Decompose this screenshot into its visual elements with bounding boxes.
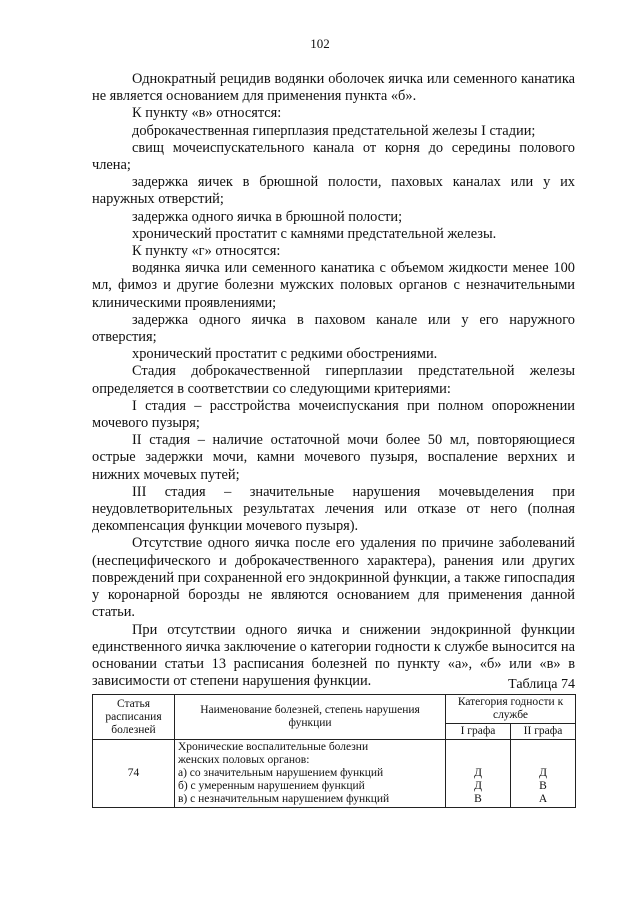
category-value: В: [474, 793, 482, 805]
paragraph: I стадия – расстройства мочеиспускания при полном опорожнении мочевого пузыря;: [92, 397, 575, 432]
header-article: Статья расписания болезней: [93, 695, 175, 740]
page-number: 102: [310, 36, 330, 51]
cell-graph-1: [446, 740, 511, 808]
paragraph: К пункту «г» относятся:: [132, 243, 281, 260]
paragraph: При отсутствии одного яичка и снижении эндокринной функции единственного яичка заключение о категории годности к службе выносится на основании статьи 13 расписания болезней по пункту «а», «б» или «в» в зависимости от степени нарушения функции.: [92, 621, 575, 690]
table-row: [93, 740, 576, 808]
category-value: В: [539, 780, 547, 792]
table-74: [92, 694, 576, 808]
paragraph: доброкачественная гиперплазия предстательной железы I стадии;: [132, 122, 536, 139]
header-graph-2: II графа: [511, 724, 576, 740]
paragraph: хронический простатит с камнями предстательной железы.: [132, 225, 497, 242]
category-value: Д: [539, 767, 547, 779]
category-value: Д: [474, 780, 482, 792]
table-caption: Таблица 74: [508, 677, 575, 692]
disease-line: женских половых органов:: [178, 754, 310, 766]
paragraph: К пункту «в» относятся:: [132, 105, 282, 122]
paragraph: задержка одного яичка в брюшной полости;: [132, 208, 403, 225]
category-value: А: [538, 793, 548, 805]
paragraph: III стадия – значительные нарушения мочевыделения при неудовлетворительных результатах лечения или отказе от него (полная декомпенсация функции мочевого пузыря).: [92, 483, 575, 535]
paragraph: свищ мочеиспускательного канала от корня до середины полового члена;: [92, 139, 575, 174]
paragraph: Отсутствие одного яичка после его удаления по причине заболеваний (неспецифического и доброкачественного характера), ранения или других повреждений при сохраненной его эндокринной функции, а также гипоспадия у коронарной борозды не являются основанием для применения данной статьи.: [92, 535, 575, 621]
paragraph: водянка яичка или семенного канатика с объемом жидкости менее 100 мл, фимоз и другие болезни мужских половых органов с незначительными клиническими проявлениями;: [92, 260, 575, 311]
paragraph: задержка яичек в брюшной полости, паховых каналах или у их наружных отверстий;: [92, 174, 575, 208]
paragraph: задержка одного яичка в паховом канале или у его наружного отверстия;: [92, 311, 575, 346]
disease-line: Хронические воспалительные болезни: [178, 741, 369, 753]
cell-graph-2: [511, 740, 576, 808]
disease-line: б) с умеренным нарушением функций: [178, 780, 365, 792]
category-value: Д: [474, 767, 482, 779]
disease-line: а) со значительным нарушением функций: [178, 767, 384, 779]
header-graph-1: I графа: [446, 724, 511, 740]
paragraph: II стадия – наличие остаточной мочи более 50 мл, повторяющиеся острые задержки мочи, камни мочевого пузыря, воспаление верхних и нижних мочевых путей;: [92, 432, 575, 483]
paragraph: хронический простатит с редкими обострениями.: [132, 346, 438, 363]
table-header-row: [93, 695, 576, 724]
body-text: [92, 71, 575, 690]
paragraph: Однократный рецидив водянки оболочек яичка или семенного канатика не является основанием для применения пункта «б».: [92, 71, 575, 105]
cell-article: 74: [93, 740, 175, 808]
header-disease: Наименование болезней, степень нарушения функции: [175, 695, 446, 740]
disease-line: в) с незначительным нарушением функций: [178, 793, 390, 805]
cell-disease: [175, 740, 446, 808]
paragraph: Стадия доброкачественной гиперплазии предстательной железы определяется в соответствии со следующими критериями:: [92, 363, 575, 397]
header-category-group: Категория годности к службе: [446, 695, 576, 724]
